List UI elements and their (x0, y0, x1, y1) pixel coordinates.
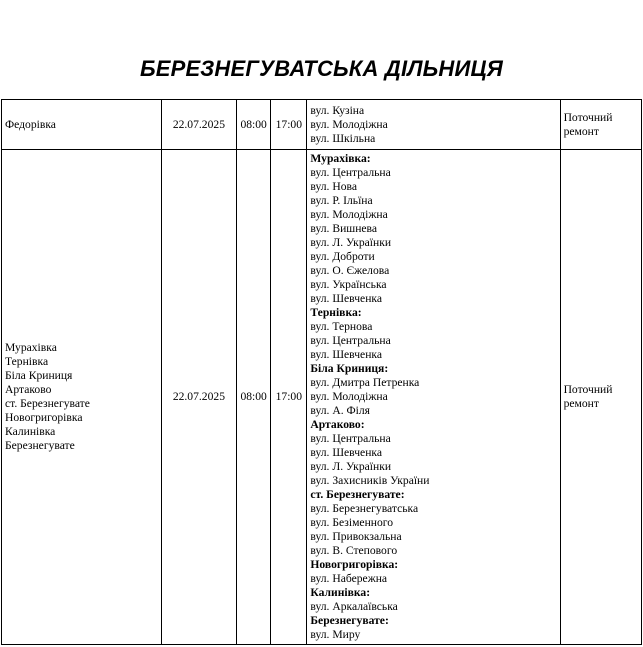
street-group-heading: Калинівка: (310, 586, 371, 599)
street-name: вул. Привокзальна (310, 530, 402, 543)
street-group-heading: Тернівка: (310, 306, 362, 319)
street-name: вул. Тернова (310, 320, 373, 333)
street-name: вул. Миру (310, 628, 361, 641)
date-cell (161, 100, 236, 150)
schedule-body (2, 100, 642, 645)
street-name: вул. Шевченка (310, 348, 382, 361)
street-group-heading: Біла Криниця: (310, 362, 389, 375)
time-to: 17:00 (275, 117, 303, 131)
streets-cell (307, 100, 560, 150)
street-name: вул. А. Філя (310, 404, 371, 417)
settlement-name: Артаково (5, 383, 52, 396)
settlements-cell (2, 100, 162, 150)
time-to: 17:00 (275, 390, 303, 403)
street-group-heading: Новогригорівка: (310, 558, 399, 571)
street-name: вул. Р. Ільїна (310, 194, 373, 207)
work-type-cell (560, 150, 641, 645)
street-name: вул. Шкільна (310, 131, 376, 145)
street-name: вул. Безіменного (310, 516, 394, 529)
settlement-name: Тернівка (5, 355, 49, 368)
settlement-name: Березнегувате (5, 439, 75, 452)
street-name: вул. Молодіжна (310, 390, 388, 403)
settlement-name: Біла Криниця (5, 369, 73, 382)
settlement-name: Мурахівка (5, 341, 57, 354)
street-name: вул. Л. Українки (310, 460, 392, 473)
settlement-name: ст. Березнегувате (5, 397, 90, 410)
outage-date: 22.07.2025 (172, 390, 225, 403)
table-row (2, 100, 642, 150)
settlement-name: Калинівка (5, 425, 56, 438)
street-name: вул. Шевченка (310, 446, 382, 459)
street-name: вул. Центральна (310, 334, 391, 347)
street-name: вул. Захисників України (310, 474, 430, 487)
street-name: вул. О. Єжелова (310, 264, 390, 277)
street-name: вул. Молодіжна (310, 208, 388, 221)
outage-date: 22.07.2025 (172, 117, 225, 131)
table-row (2, 150, 642, 645)
time-from: 08:00 (240, 390, 267, 403)
street-group-heading: Березнегувате: (310, 614, 389, 627)
street-name: вул. Молодіжна (310, 117, 388, 131)
work-type-text: Поточний (563, 110, 613, 124)
work-type-cell (560, 100, 641, 150)
street-name: вул. Українська (310, 278, 387, 291)
street-name: вул. Вишнева (310, 222, 378, 235)
settlement-name: Новогригорівка (5, 411, 83, 424)
settlement-name: Федорівка (5, 117, 56, 131)
settlements-cell (2, 150, 162, 645)
date-cell (161, 150, 236, 645)
street-name: вул. Центральна (310, 166, 391, 179)
street-group-heading: Мурахівка: (310, 152, 371, 165)
street-name: вул. Кузіна (310, 103, 365, 117)
street-name: вул. Центральна (310, 432, 391, 445)
streets-cell (307, 150, 560, 645)
street-name: вул. Шевченка (310, 292, 382, 305)
street-group-heading: Артаково: (310, 418, 365, 431)
page-title: БЕРЕЗНЕГУВАТСЬКА ДІЛЬНИЦЯ (139, 56, 504, 81)
work-type-text: Поточний (563, 383, 613, 396)
street-name: вул. В. Степового (310, 544, 398, 557)
street-name: вул. Нова (310, 180, 357, 193)
street-name: вул. Аркалаївська (310, 600, 398, 613)
street-name: вул. Набережна (310, 572, 388, 585)
time-to-cell (271, 150, 307, 645)
work-type-text: ремонт (563, 124, 599, 138)
work-type-text: ремонт (563, 397, 599, 410)
time-from: 08:00 (240, 117, 267, 131)
outage-schedule-table (1, 99, 642, 645)
time-to-cell (271, 100, 307, 150)
time-from-cell (237, 150, 271, 645)
street-name: вул. Березнегуватська (310, 502, 419, 515)
street-group-heading: ст. Березнегувате: (310, 488, 405, 501)
time-from-cell (237, 100, 271, 150)
street-name: вул. Доброти (310, 250, 375, 263)
street-name: вул. Л. Українки (310, 236, 392, 249)
street-name: вул. Дмитра Петренка (310, 376, 420, 389)
